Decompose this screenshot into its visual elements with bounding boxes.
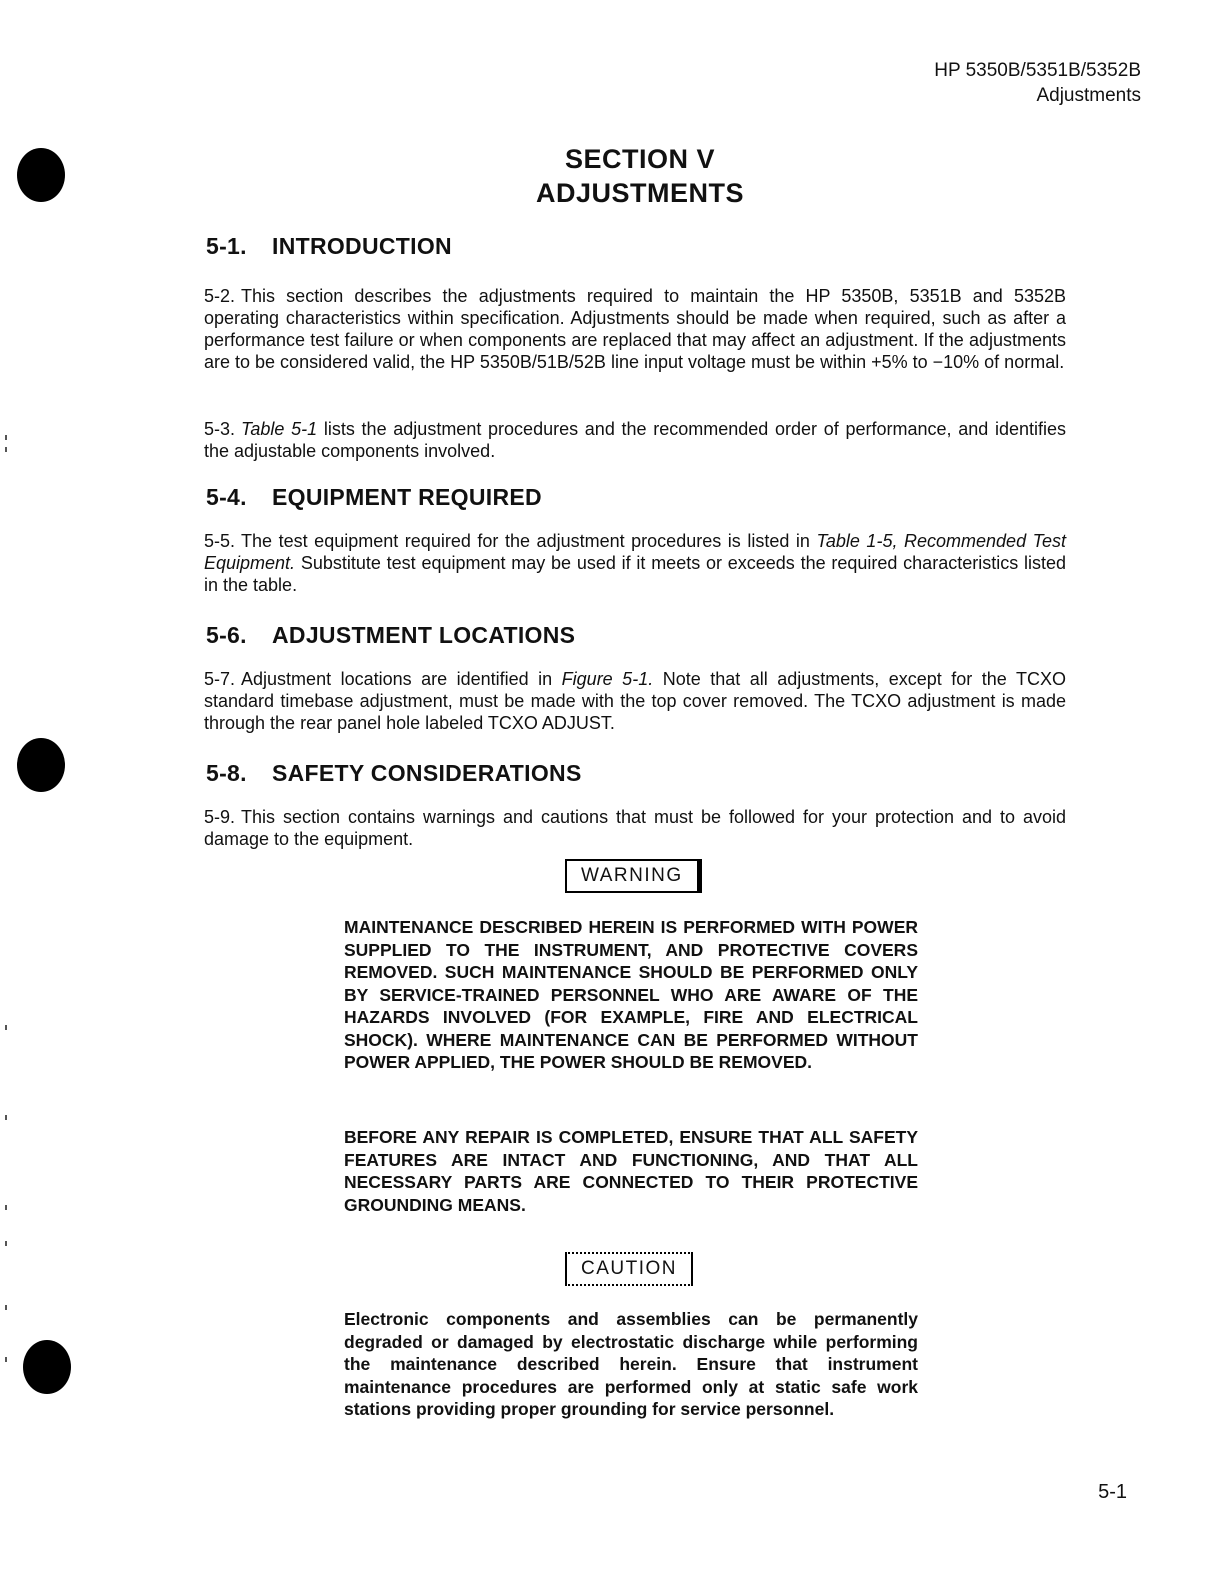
paragraph-text: This section contains warnings and cautions that must be followed for your protection and to avoid damage to the equipment. <box>204 807 1066 849</box>
caution-label-box: CAUTION <box>565 1252 693 1286</box>
paragraph-number: 5-3. <box>204 419 236 439</box>
heading-title: INTRODUCTION <box>272 233 452 259</box>
paragraph-text: Adjustment locations are identified in <box>241 669 562 689</box>
paragraph-text: The test equipment required for the adjustment procedures is listed in <box>241 531 817 551</box>
heading-equipment-required <box>206 484 542 511</box>
section-number: SECTION V <box>564 144 716 174</box>
paragraph-text-continued: Note that all adjustments, except for the TCXO standard timebase adjustment, must be made with the top cover removed. The TCXO adjustment is made through the rear panel hole labeled TCXO ADJUST. <box>204 669 1066 733</box>
binder-hole-bottom <box>23 1340 71 1394</box>
paragraph-number: 5-7. <box>204 669 236 689</box>
paragraph-text: This section describes the adjustments required to maintain the HP 5350B, 5351B and 5352B operating characteristics within specification. Adjustments should be made when required, such as after a performance test failure or when components are replaced that may affect an adjustment. If the adjustments are to be considered valid, the HP 5350B/51B/52B line input voltage must be within +5% to −10% of normal. <box>204 286 1066 372</box>
section-title <box>0 142 1229 210</box>
warning-text-1: MAINTENANCE DESCRIBED HEREIN IS PERFORMED WITH POWER SUPPLIED TO THE INSTRUMENT, AND PROTECTIVE COVERS REMOVED. SUCH MAINTENANCE SHOULD BE PERFORMED ONLY BY SERVICE-TRAINED PERSONNEL WHO ARE AWARE OF THE HAZARDS INVOLVED (FOR EXAMPLE, FIRE AND ELECTRICAL SHOCK). WHERE MAINTENANCE CAN BE PERFORMED WITHOUT POWER APPLIED, THE POWER SHOULD BE REMOVED. <box>344 917 918 1072</box>
heading-adjustment-locations <box>206 622 575 649</box>
page-number: 5-1 <box>1098 1481 1127 1503</box>
heading-introduction <box>206 233 452 260</box>
header-chapter: Adjustments <box>1036 85 1141 106</box>
heading-safety-considerations <box>206 760 582 787</box>
heading-number: 5-1. <box>206 233 247 259</box>
paragraph-5-2 <box>204 285 1066 373</box>
paragraph-5-7 <box>204 668 1066 734</box>
paragraph-5-9 <box>204 806 1066 850</box>
paragraph-5-3 <box>204 418 1066 462</box>
paragraph-number: 5-5. <box>204 531 236 551</box>
heading-title: EQUIPMENT REQUIRED <box>272 484 542 510</box>
paragraph-number: 5-9. <box>204 807 236 827</box>
heading-title: SAFETY CONSIDERATIONS <box>272 760 582 786</box>
heading-number: 5-4. <box>206 484 247 510</box>
section-name: ADJUSTMENTS <box>535 178 744 208</box>
warning-label-box: WARNING <box>565 859 702 893</box>
table-reference: Table 1-5, Recommended Test Equipment. <box>204 531 1066 573</box>
caution-text: Electronic components and assemblies can be permanently degraded or damaged by electrostatic discharge while performing the maintenance described herein. Ensure that instrument maintenance procedures are performed only at static safe work stations providing proper grounding for service personnel. <box>344 1309 918 1419</box>
paragraph-5-5 <box>204 530 1066 596</box>
paragraph-number: 5-2. <box>204 286 236 306</box>
figure-reference: Figure 5-1. <box>561 669 654 689</box>
paragraph-text: lists the adjustment procedures and the recommended order of performance, and identifies the adjustable components involved. <box>204 419 1067 461</box>
warning-text-2: BEFORE ANY REPAIR IS COMPLETED, ENSURE THAT ALL SAFETY FEATURES ARE INTACT AND FUNCTIONING, AND THAT ALL NECESSARY PARTS ARE CONNECTED TO THEIR PROTECTIVE GROUNDING MEANS. <box>344 1127 918 1215</box>
table-reference: Table 5-1 <box>241 419 318 439</box>
paragraph-text-continued: Substitute test equipment may be used if it meets or exceeds the required characteristics listed in the table. <box>204 553 1066 595</box>
heading-number: 5-6. <box>206 622 247 648</box>
header-model: HP 5350B/5351B/5352B <box>934 60 1141 81</box>
heading-title: ADJUSTMENT LOCATIONS <box>272 622 576 648</box>
page-header <box>934 58 1141 108</box>
binder-hole-middle <box>17 738 65 792</box>
heading-number: 5-8. <box>206 760 247 786</box>
